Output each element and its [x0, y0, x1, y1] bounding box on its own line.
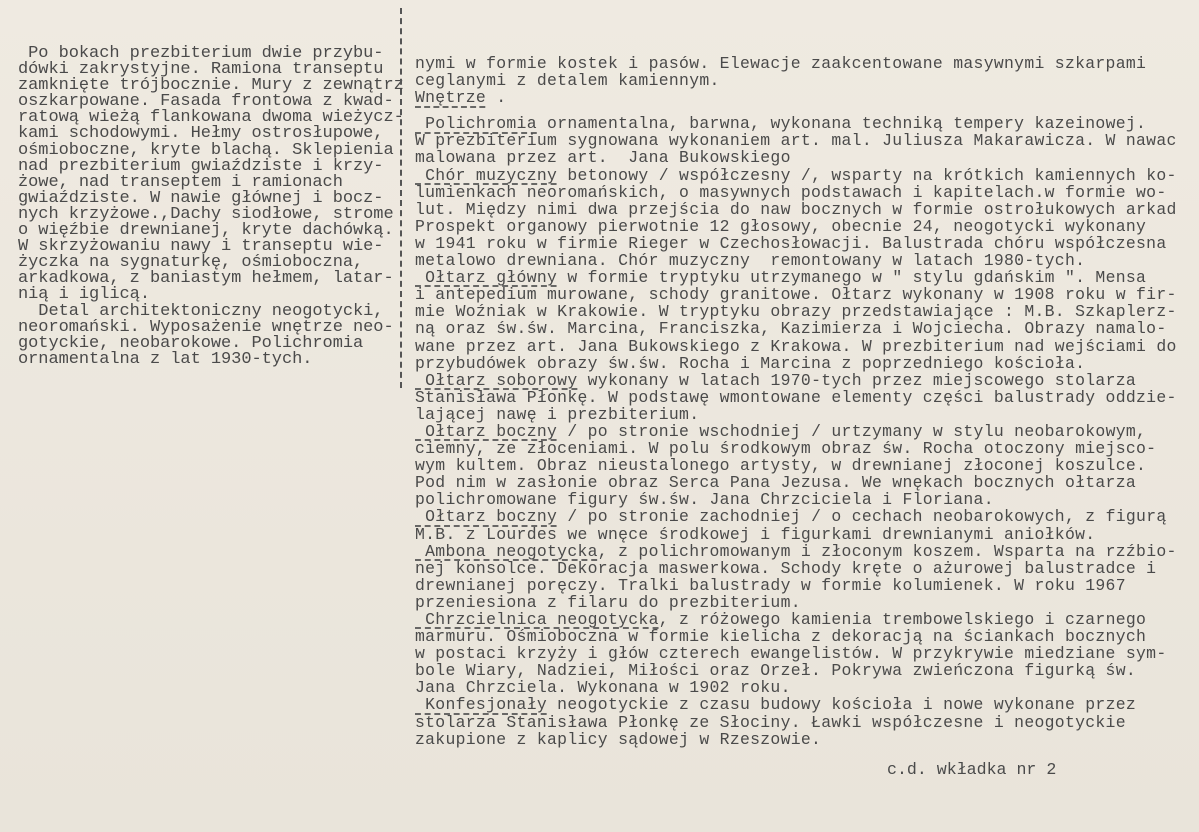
line-text: neogotyckie z czasu budowy kościoła i nowe wykonane przez	[547, 695, 1137, 715]
line-text: drewnianej poręczy. Tralki balustrady w formie kolumienek. W roku 1967	[415, 575, 1126, 595]
line-text: przybudówek obrazy św.św. Rocha i Marcina z poprzedniego kościoła.	[415, 353, 1086, 373]
line-text: ceglanymi z detalem kamiennym.	[415, 71, 720, 91]
text-line	[415, 543, 1177, 560]
section-heading: Polichromia	[415, 114, 537, 134]
line-text: , z polichromowanym i złoconym koszem. Wsparta na rzźbio-	[597, 541, 1177, 561]
text-line	[415, 526, 1177, 543]
section-heading: Ołtarz soborowy	[415, 370, 578, 390]
text-line	[415, 303, 1177, 320]
line-text: lut. Między nimi dwa przejścia do naw bocznych w formie ostrołukowych arkad	[415, 199, 1177, 219]
text-line: ornamentalna z lat 1930-tych.	[18, 349, 313, 369]
text-line	[415, 389, 1177, 406]
line-text: w formie tryptyku utrzymanego w " stylu gdańskim ". Mensa	[557, 268, 1147, 288]
line-text: Prospekt organowy pierwotnie 12 głosowy, obecnie 24, neogotycki wykonany	[415, 216, 1147, 236]
text-line: kami schodowymi. Hełmy ostrosłupowe,	[18, 124, 384, 144]
line-text: Jana Chrzciela. Wykonana w 1902 roku.	[415, 678, 791, 698]
text-line	[415, 269, 1177, 286]
text-line: ratową wieżą flankowana dwoma wieżycz-	[18, 108, 404, 128]
text-line	[415, 89, 1177, 106]
text-line	[415, 320, 1177, 337]
line-text: marmuru. Ośmioboczna w formie kielicha z dekoracją na ściankach bocznych	[415, 627, 1147, 647]
line-text: nymi w formie kostek i pasów. Elewacje zaakcentowane masywnymi szkarpami	[415, 54, 1147, 73]
text-line	[415, 611, 1177, 628]
text-line	[415, 457, 1177, 474]
line-text: mie Woźniak w Krakowie. W tryptyku obrazy przedstawiające : M.B. Szkaplerz-	[415, 302, 1177, 322]
text-line	[415, 55, 1177, 72]
line-text: przeniesiona z filaru do prezbiterium.	[415, 592, 801, 612]
text-line	[415, 696, 1177, 713]
section-heading: Ołtarz boczny	[415, 507, 558, 527]
line-text: lumienkach neoromańskich, o masywnych podstawach i kapitelach.w formie wo-	[415, 182, 1167, 202]
right-text-column	[415, 55, 1177, 748]
text-line: o więźbie drewnianej, kryte dachówką.	[18, 221, 394, 241]
line-text: .	[486, 88, 507, 108]
text-line	[415, 423, 1177, 440]
line-text: Pod nim w zasłonie obraz Serca Pana Jezusa. We wnękach bocznych ołtarza	[415, 473, 1137, 493]
text-line	[415, 474, 1177, 491]
line-text: w 1941 roku w firmie Rieger w Czechosłowacji. Balustrada chóru współczesna	[415, 233, 1167, 253]
line-text: M.B. z Lourdes we wnęce środkowej i figurkami drewnianymi aniołków.	[415, 524, 1096, 544]
text-line: zamknięte trójbocznie. Mury z zewnątrz	[18, 76, 404, 96]
text-line: nad prezbiterium gwiaździste i krzy-	[18, 156, 384, 176]
line-text: wym kultem. Obraz nieustalonego artysty, w drewnianej złoconej koszulce.	[415, 456, 1147, 476]
continuation-note: c.d. wkładka nr 2	[887, 760, 1057, 779]
line-text: polichromowane figury św.św. Jana Chrzciciela i Floriana.	[415, 490, 994, 510]
text-line	[415, 679, 1177, 696]
text-line: gotyckie, neobarokowe. Polichromia	[18, 333, 364, 353]
text-line	[415, 714, 1177, 731]
text-line	[415, 662, 1177, 679]
section-heading: Chór muzyczny	[415, 165, 558, 185]
text-line	[415, 577, 1177, 594]
text-line	[415, 440, 1177, 457]
line-text: nej konsolce. Dekoracja maswerkowa. Schody kręte o ażurowej balustradce i	[415, 558, 1157, 578]
text-line	[415, 132, 1177, 149]
text-line: Po bokach prezbiterium dwie przybu-	[18, 44, 384, 63]
text-line	[415, 645, 1177, 662]
text-line	[415, 338, 1177, 355]
line-text: ciemny, ze złoceniami. W polu środkowym obraz św. Rocha otoczony miejsco-	[415, 439, 1157, 459]
section-heading: Ambona neogotycka	[415, 541, 598, 561]
text-line	[415, 355, 1177, 372]
text-line	[415, 72, 1177, 89]
section-heading: Chrzcielnica neogotycka	[415, 610, 659, 629]
text-line: gwiaździste. W nawie głównej i bocz-	[18, 188, 384, 208]
text-line: neoromański. Wyposażenie wnętrze neo-	[18, 317, 394, 337]
text-line: życzka na sygnaturkę, ośmioboczna,	[18, 253, 364, 273]
text-line	[415, 218, 1177, 235]
column-divider	[400, 8, 402, 388]
line-text: / po stronie zachodniej / o cechach neobarokowych, z figurą	[557, 507, 1167, 527]
line-text: stolarza Stanisława Płonkę ze Słociny. Ławki współczesne i neogotyckie	[415, 712, 1126, 732]
text-line	[415, 115, 1177, 132]
text-line: ośmioboczne, kryte blachą. Sklepienia	[18, 140, 394, 160]
text-line	[415, 184, 1177, 201]
text-line	[415, 508, 1177, 525]
text-line	[415, 149, 1177, 166]
text-line: nią i iglicą.	[18, 285, 150, 305]
line-text: betonowy / współczesny /, wsparty na krótkich kamiennych ko-	[557, 165, 1177, 185]
line-text: / po stronie wschodniej / urtzymany w stylu neobarokowym,	[557, 421, 1147, 441]
text-line: W skrzyżowaniu nawy i transeptu wie-	[18, 237, 384, 257]
text-line	[415, 628, 1177, 645]
text-line	[415, 286, 1177, 303]
line-text: w postaci krzyży i głów czterech ewangelistów. W przykrywie miedziane sym-	[415, 644, 1167, 664]
text-line	[415, 372, 1177, 389]
text-line	[415, 406, 1177, 423]
text-line	[415, 235, 1177, 252]
line-text: metalowo drewniana. Chór muzyczny remontowany w latach 1980-tych.	[415, 251, 1086, 271]
text-line: arkadkowa, z baniastym hełmem, latar-	[18, 269, 394, 289]
line-text: Stanisława Płonkę. W podstawę wmontowane elementy części balustrady oddzie-	[415, 387, 1177, 407]
section-heading: Ołtarz główny	[415, 268, 558, 288]
line-text: bole Wiary, Nadziei, Miłości oraz Orzeł. Pokrywa zwieńczona figurką św.	[415, 661, 1137, 681]
line-text: W prezbiterium sygnowana wykonaniem art. mal. Juliusza Makarawicza. W nawac	[415, 131, 1177, 151]
text-line	[415, 594, 1177, 611]
text-line	[415, 491, 1177, 508]
text-line: oszkarpowane. Fasada frontowa z kwad-	[18, 92, 394, 112]
section-heading: Konfesjonały	[415, 695, 548, 715]
section-heading: Ołtarz boczny	[415, 421, 558, 441]
text-line	[415, 201, 1177, 218]
text-line	[415, 560, 1177, 577]
text-line	[415, 167, 1177, 184]
line-text: malowana przez art. Jana Bukowskiego	[415, 148, 791, 168]
line-text: wane przez art. Jana Bukowskiego z Krakowa. W prezbiterium nad wejściami do	[415, 336, 1177, 356]
text-line: żowe, nad transeptem i ramionach	[18, 172, 343, 192]
line-text: ornamentalna, barwna, wykonana techniką tempery kazeinowej.	[536, 114, 1147, 134]
left-text-column	[18, 46, 404, 368]
text-line	[415, 252, 1177, 269]
line-text: i antepedium murowane, schody granitowe. Ołtarz wykonany w 1908 roku w fir-	[415, 285, 1177, 305]
line-text: , z różowego kamienia trembowelskiego i czarnego	[658, 610, 1147, 629]
text-line: nych krzyżowe.,Dachy siodłowe, strome	[18, 204, 394, 224]
text-line: Detal architektoniczny neogotycki,	[18, 301, 384, 321]
text-line: dówki zakrystyjne. Ramiona transeptu	[18, 60, 384, 80]
line-text: lającej nawę i prezbiterium.	[415, 404, 700, 424]
line-text: zakupione z kaplicy sądowej w Rzeszowie.	[415, 729, 822, 749]
line-text: ną oraz św.św. Marcina, Franciszka, Kazimierza i Wojciecha. Obrazy namalo-	[415, 319, 1167, 339]
line-text: wykonany w latach 1970-tych przez miejscowego stolarza	[577, 370, 1137, 390]
section-heading: Wnętrze	[415, 88, 487, 108]
text-line	[415, 731, 1177, 748]
